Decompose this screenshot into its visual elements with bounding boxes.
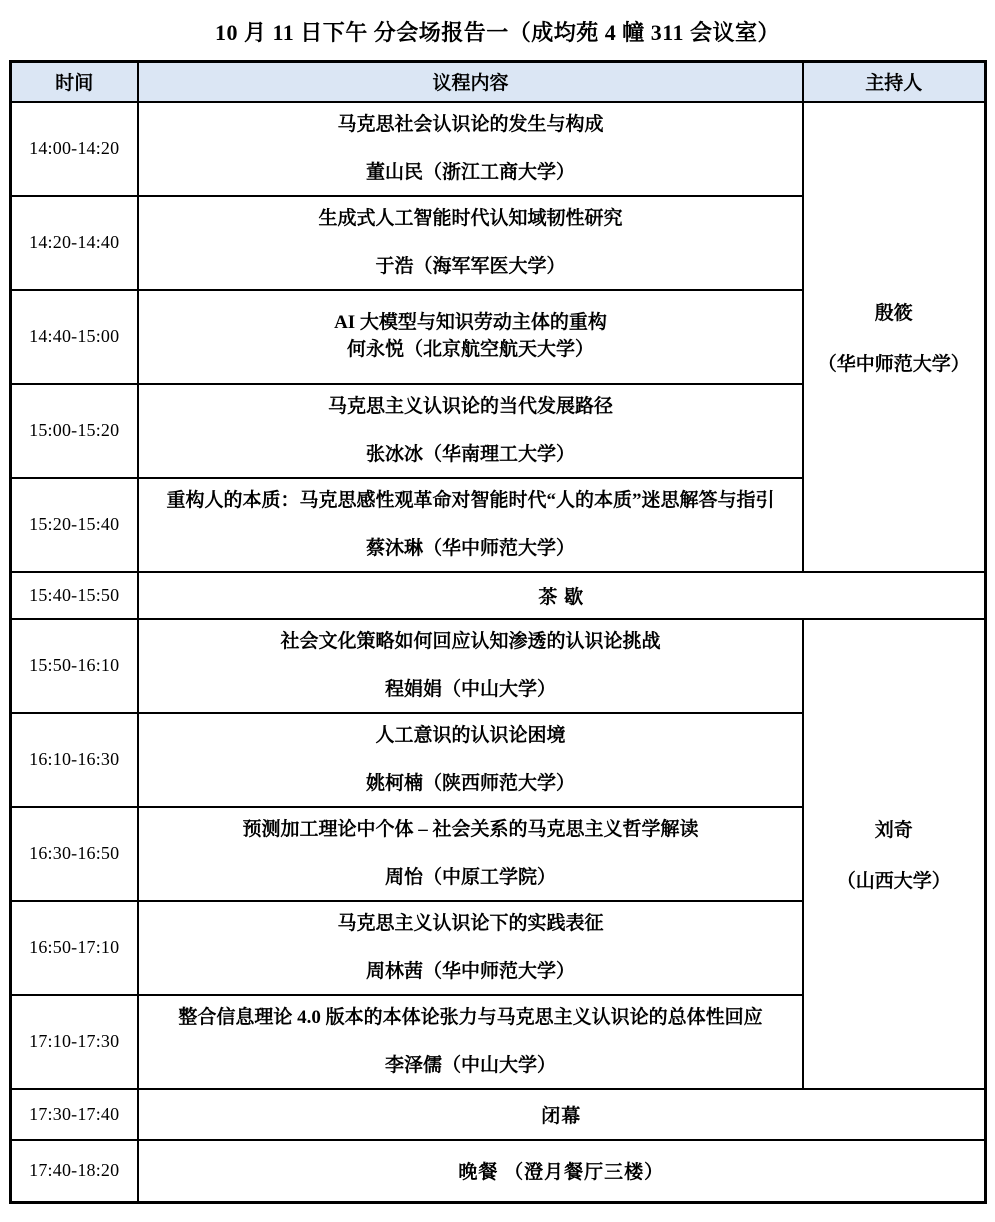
time-cell: 15:00-15:20 [10,384,138,478]
talk-title: 预测加工理论中个体 – 社会关系的马克思主义哲学解读 [242,818,699,840]
talk-title: 社会文化策略如何回应认知渗透的认识论挑战 [280,630,661,652]
time-cell: 15:20-15:40 [10,478,138,572]
talk-title: 马克思社会认识论的发生与构成 [337,113,604,135]
time-cell: 17:10-17:30 [10,995,138,1089]
host-cell [803,619,985,1089]
talk-cell [138,807,803,901]
talk-cell [138,901,803,995]
table-row [10,619,985,713]
talk-speaker: 张冰冰（华南理工大学） [365,443,575,465]
talk-title: 人工意识的认识论困境 [375,724,566,746]
talk-title: 马克思主义认识论的当代发展路径 [327,395,613,417]
talk-cell [138,290,803,384]
talk-speaker: 李泽儒（中山大学） [384,1054,556,1076]
time-cell: 14:00-14:20 [10,102,138,196]
table-row [10,102,985,196]
time-cell: 17:40-18:20 [10,1140,138,1203]
schedule-table [9,60,987,1204]
time-cell: 15:50-16:10 [10,619,138,713]
time-cell: 14:20-14:40 [10,196,138,290]
talk-cell [138,619,803,713]
talk-cell [138,196,803,290]
talk-title: AI 大模型与知识劳动主体的重构 [334,312,607,334]
talk-cell [138,384,803,478]
talk-cell [138,995,803,1089]
talk-speaker: 何永悦（北京航空航天大学） [346,339,594,360]
talk-title: 重构人的本质：马克思感性观革命对智能时代“人的本质”迷思解答与指引 [166,489,775,511]
time-cell: 16:10-16:30 [10,713,138,807]
time-cell: 15:40-15:50 [10,572,138,619]
talk-speaker: 董山民（浙江工商大学） [365,161,575,183]
time-cell: 16:30-16:50 [10,807,138,901]
host-affiliation: （华中师范大学） [817,353,970,375]
page-title: 10 月 11 日下午 分会场报告一（成均苑 4 幢 311 会议室） [214,20,781,45]
host-affiliation: （山西大学） [836,870,951,892]
talk-speaker: 周林茜（华中师范大学） [365,960,575,982]
talk-speaker: 于浩（海军军医大学） [375,255,566,277]
talk-speaker: 程娟娟（中山大学） [384,678,556,700]
talk-speaker: 姚柯楠（陕西师范大学） [365,772,575,794]
talk-title: 整合信息理论 4.0 版本的本体论张力与马克思主义认识论的总体性回应 [178,1006,763,1028]
host-name: 刘奇 [874,819,913,841]
talk-speaker: 周怡（中原工学院） [384,866,556,888]
closing-row [10,1089,985,1140]
header-cell-host: 主持人 [803,62,985,102]
header-cell-agenda: 议程内容 [138,62,803,102]
host-cell [803,102,985,572]
tea-break-label: 茶 歇 [138,572,985,619]
time-cell: 16:50-17:10 [10,901,138,995]
talk-speaker: 蔡沐琳（华中师范大学） [365,537,575,559]
header-cell-time: 时间 [10,62,138,102]
talk-title: 马克思主义认识论下的实践表征 [337,912,604,934]
host-name: 殷筱 [874,302,913,324]
header-row [10,62,985,102]
talk-cell [138,713,803,807]
dinner-row [10,1140,985,1203]
talk-cell [138,102,803,196]
talk-title: 生成式人工智能时代认知域韧性研究 [318,207,623,229]
closing-label: 闭幕 [138,1089,985,1140]
dinner-label: 晚餐 （澄月餐厅三楼） [138,1140,985,1203]
tea-break-row [10,572,985,619]
time-cell: 17:30-17:40 [10,1089,138,1140]
time-cell: 14:40-15:00 [10,290,138,384]
talk-cell [138,478,803,572]
